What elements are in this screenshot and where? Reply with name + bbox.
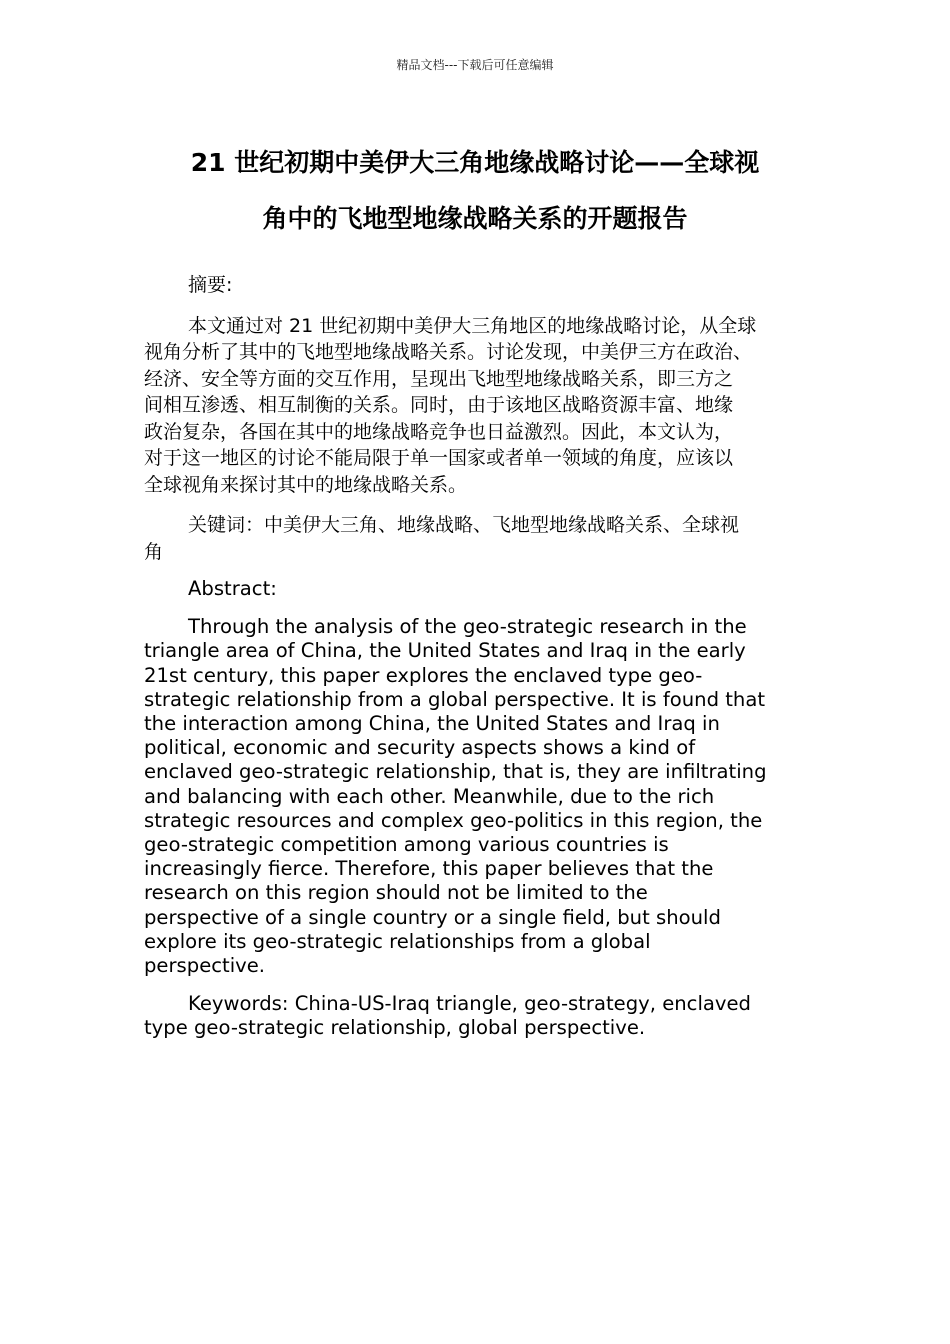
abstract-en-line: and balancing with each other. Meanwhile, due to the rich [144, 784, 715, 808]
keywords-cn-paragraph [144, 512, 805, 565]
abstract-cn-line: 本文通过对 21 世纪初期中美伊大三角地区的地缘战略讨论，从全球 [188, 314, 757, 337]
abstract-en-line: enclaved geo-strategic relationship, that is, they are infiltrating [144, 760, 767, 784]
abstract-en-line: triangle area of China, the United States and Iraq in the early [144, 639, 746, 663]
keywords-en-line: type geo-strategic relationship, global perspective. [144, 1016, 646, 1040]
abstract-en-line: 21st century, this paper explores the enclaved type geo- [144, 663, 703, 687]
abstract-en-line: strategic resources and complex geo-politics in this region, the [144, 808, 763, 832]
abstract-en-line: political, economic and security aspects shows a kind of [144, 736, 696, 760]
abstract-en-line: perspective. [144, 954, 266, 978]
abstract-en-line: increasingly fierce. Therefore, this paper believes that the [144, 857, 714, 881]
header-note: 精品文档---下载后可任意编辑 [396, 58, 554, 72]
abstract-en-line: explore its geo-strategic relationships from a global [144, 929, 651, 953]
abstract-cn-paragraph [144, 313, 805, 499]
abstract-en-line: Through the analysis of the geo-strategic research in the [188, 615, 747, 639]
abstract-cn-line: 对于这一地区的讨论不能局限于单一国家或者单一领域的角度，应该以 [144, 447, 734, 469]
abstract-cn-label: 摘要: [188, 274, 233, 296]
keywords-en-paragraph [144, 992, 805, 1040]
keywords-cn-line: 关键词：中美伊大三角、地缘战略、飞地型地缘战略关系、全球视 [188, 514, 740, 536]
title-line-2: 角中的飞地型地缘战略关系的开题报告 [262, 204, 688, 233]
abstract-en-label: Abstract: [188, 577, 277, 600]
abstract-cn-line: 视角分析了其中的飞地型地缘战略关系。讨论发现，中美伊三方在政治、 [144, 341, 753, 363]
document-body [144, 272, 805, 1041]
abstract-cn-line: 间相互渗透、相互制衡的关系。同时，由于该地区战略资源丰富、地缘 [144, 394, 734, 416]
abstract-en-line: strategic relationship from a global perspective. It is found that [144, 687, 766, 711]
abstract-cn-line: 政治复杂，各国在其中的地缘战略竞争也日益激烈。因此，本文认为， [144, 420, 734, 443]
keywords-cn-line: 角 [144, 540, 164, 563]
abstract-en-line: perspective of a single country or a single field, but should [144, 905, 721, 929]
keywords-en-line: Keywords: China-US-Iraq triangle, geo-strategy, enclaved [188, 992, 751, 1016]
abstract-en-line: the interaction among China, the United States and Iraq in [144, 712, 720, 736]
abstract-en-line: geo-strategic competition among various countries is [144, 833, 669, 857]
title-line-1: 21 世纪初期中美伊大三角地缘战略讨论——全球视 [190, 148, 760, 177]
abstract-cn-line: 经济、安全等方面的交互作用，呈现出飞地型地缘战略关系，即三方之 [144, 367, 734, 390]
abstract-en-paragraph [144, 615, 805, 978]
abstract-en-label-block [144, 577, 805, 601]
abstract-en-line: research on this region should not be limited to the [144, 881, 648, 905]
document-title [145, 135, 805, 247]
abstract-cn-label-block [144, 272, 805, 299]
abstract-cn-line: 全球视角来探讨其中的地缘战略关系。 [144, 473, 468, 496]
